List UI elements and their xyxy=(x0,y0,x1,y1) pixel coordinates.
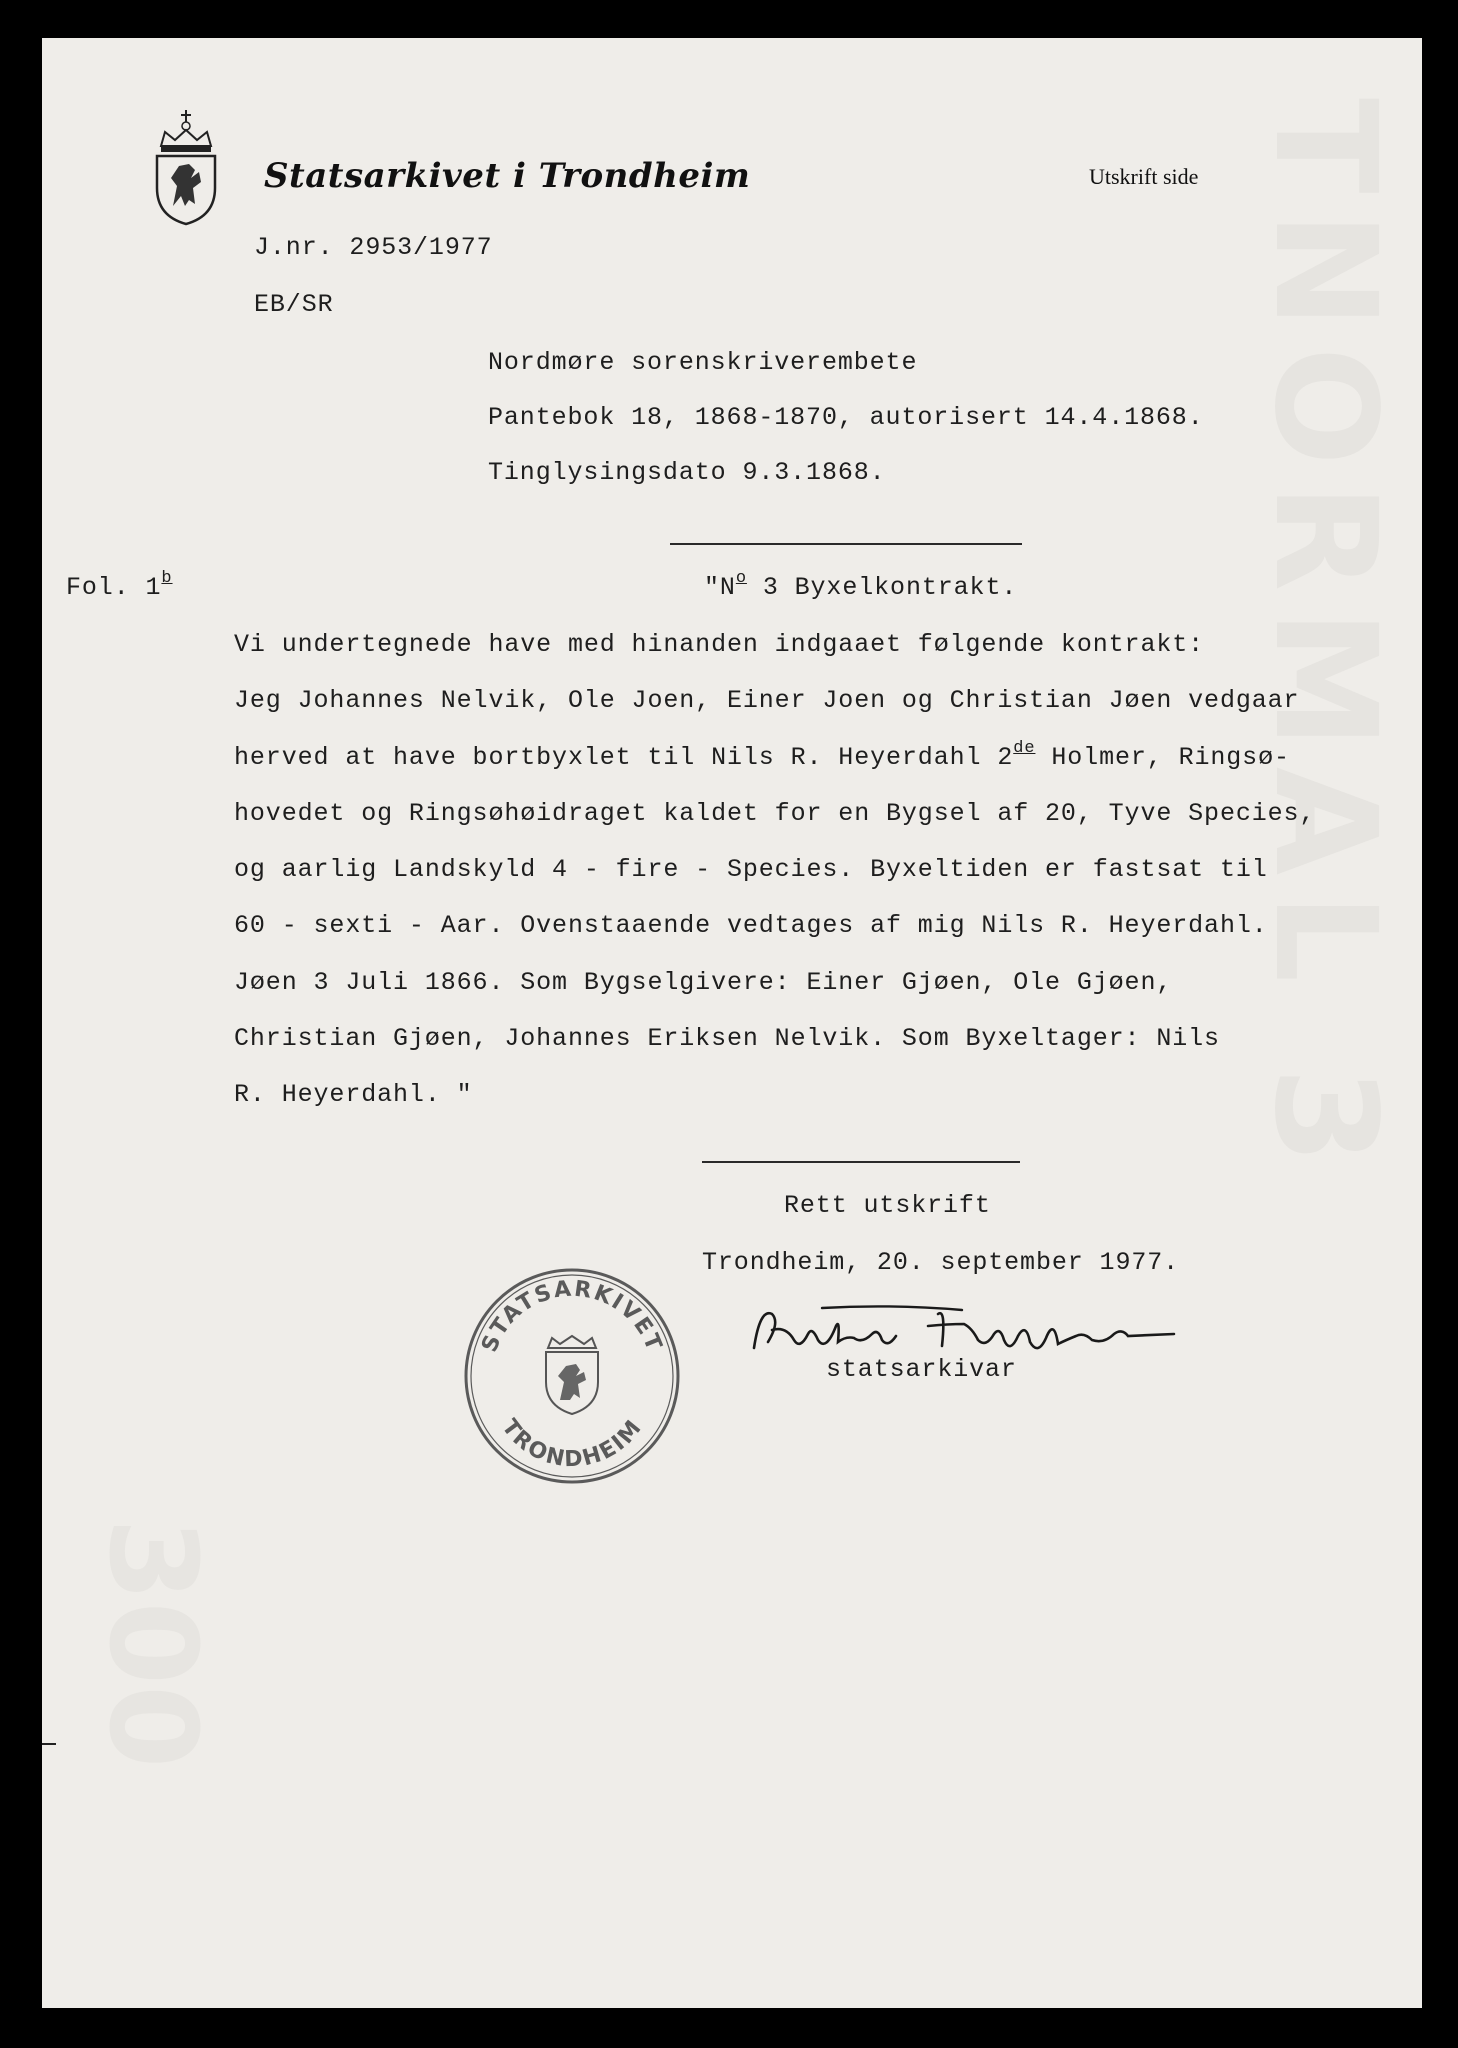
certification-line-1: Rett utskrift xyxy=(784,1191,991,1220)
initials: EB/SR xyxy=(254,290,334,319)
folio-sup: b xyxy=(161,569,173,588)
watermark-left xyxy=(82,1518,221,1769)
stamp-bottom-text: TRONDHEIM xyxy=(496,1414,648,1473)
signatory-role: statsarkivar xyxy=(826,1355,1017,1384)
heading-rest: 3 Byxelkontrakt. xyxy=(746,573,1018,602)
contract-line: og aarlig Landskyld 4 - fire - Species. Byxeltiden er fastsat til xyxy=(234,855,1268,884)
line3-sup: de xyxy=(1013,739,1036,758)
contract-line: Jøen 3 Juli 1866. Som Bygselgivere: Einer Gjøen, Ole Gjøen, xyxy=(234,968,1173,997)
heading-sup: o xyxy=(735,569,747,588)
source-line-3: Tinglysingsdato 9.3.1868. xyxy=(488,458,886,487)
contract-heading xyxy=(704,569,1018,606)
line3-pre: herved at have bortbyxlet til Nils R. Heyerdahl 2 xyxy=(234,743,1014,772)
archive-stamp xyxy=(462,1266,682,1486)
stamp-crest-icon xyxy=(546,1336,598,1414)
contract-line: Christian Gjøen, Johannes Eriksen Nelvik. Som Byxeltager: Nils xyxy=(234,1024,1220,1053)
contract-line xyxy=(234,739,1290,776)
margin-tick xyxy=(42,1743,56,1745)
source-line-1: Nordmøre sorenskriverembete xyxy=(488,348,918,377)
contract-line: Vi undertegnede have med hinanden indgaaet følgende kontrakt: xyxy=(234,630,1205,659)
watermark xyxy=(1244,98,1394,1998)
heading-prefix: "N xyxy=(704,573,736,602)
journal-number: J.nr. 2953/1977 xyxy=(254,233,493,262)
contract-line: Jeg Johannes Nelvik, Ole Joen, Einer Joen og Christian Jøen vedgaar xyxy=(234,686,1300,715)
folio-reference xyxy=(66,569,173,606)
document-page xyxy=(42,38,1422,2008)
contract-line: 60 - sexti - Aar. Ovenstaaende vedtages af mig Nils R. Heyerdahl. xyxy=(234,911,1268,940)
utskrift-side-label: Utskrift side xyxy=(1089,164,1199,189)
archive-name: Statsarkivet i Trondheim xyxy=(264,156,751,196)
stamp-top-text: STATSARKIVET xyxy=(477,1276,667,1356)
certification-line-2: Trondheim, 20. september 1977. xyxy=(702,1248,1180,1277)
line3-post: Holmer, Ringsø- xyxy=(1035,743,1290,772)
folio-label: Fol. 1 xyxy=(66,573,162,602)
divider-top xyxy=(670,543,1022,545)
divider-bottom xyxy=(702,1161,1020,1163)
svg-text:TRONDHEIM xyxy=(496,1415,647,1473)
source-line-2: Pantebok 18, 1868-1870, autorisert 14.4.1868. xyxy=(488,403,1204,432)
coat-of-arms-icon xyxy=(151,108,221,228)
contract-line: hovedet og Ringsøhøidraget kaldet for en Bygsel af 20, Tyve Species, xyxy=(234,799,1316,828)
contract-line: R. Heyerdahl. " xyxy=(234,1080,473,1109)
svg-text:STATSARKIVET xyxy=(477,1277,667,1356)
